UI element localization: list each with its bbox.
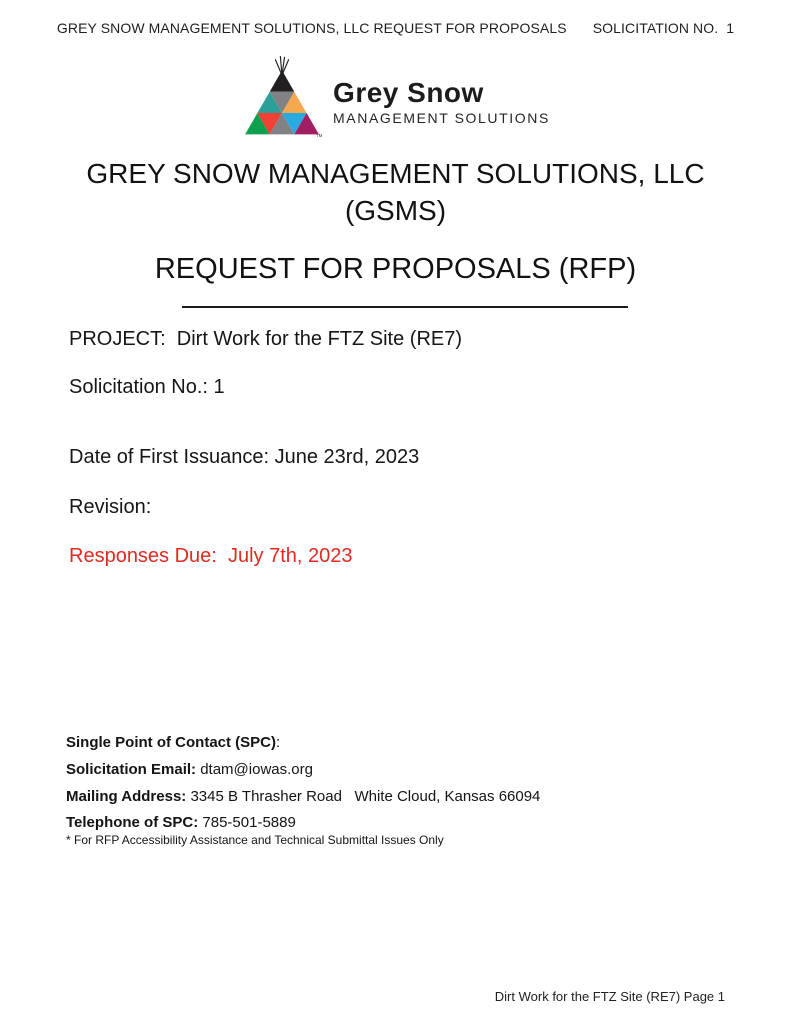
contact-heading-label: Single Point of Contact (SPC)	[66, 734, 276, 751]
phone-label: Telephone of SPC:	[66, 814, 199, 831]
contact-footnote: * For RFP Accessibility Assistance and Technical Submittal Issues Only	[66, 833, 444, 847]
company-logo	[0, 52, 791, 138]
contact-heading-colon: :	[276, 734, 281, 751]
page-footer: Dirt Work for the FTZ Site (RE7) Page 1	[494, 989, 725, 1004]
solicitation-number-line: Solicitation No.: 1	[69, 376, 225, 398]
title-underline-rule	[182, 306, 628, 308]
document-title-line2: (GSMS)	[344, 195, 447, 226]
logo-wordmark	[333, 64, 550, 126]
email-label: Solicitation Email:	[66, 761, 197, 778]
email-value: dtam@iowas.org	[196, 761, 313, 778]
phone-value: 785-501-5889	[198, 814, 296, 831]
revision-line: Revision:	[69, 496, 152, 518]
teepee-logo-icon	[241, 52, 323, 138]
rfp-heading: REQUEST FOR PROPOSALS (RFP)	[154, 253, 637, 285]
document-title-line1: GREY SNOW MANAGEMENT SOLUTIONS, LLC	[86, 158, 705, 189]
logo-subtitle-text: MANAGEMENT SOLUTIONS	[333, 110, 550, 126]
project-line: PROJECT: Dirt Work for the FTZ Site (RE7)	[69, 328, 463, 350]
contact-address-line	[66, 788, 540, 806]
logo-brand-text: Grey Snow	[333, 77, 484, 108]
address-label: Mailing Address:	[66, 788, 187, 805]
header-solicitation-no: SOLICITATION NO. 1	[592, 20, 735, 36]
document-title	[0, 155, 791, 229]
contact-phone-line	[66, 814, 296, 832]
contact-heading	[66, 734, 280, 752]
header-left-text: GREY SNOW MANAGEMENT SOLUTIONS, LLC REQUEST FOR PROPOSALS	[56, 20, 567, 36]
trademark-symbol: TM	[316, 132, 323, 138]
address-value: 3345 B Thrasher Road White Cloud, Kansas 66094	[186, 788, 541, 805]
running-header	[0, 20, 791, 36]
issuance-date-line: Date of First Issuance: June 23rd, 2023	[69, 446, 420, 468]
teepee-black-panel	[270, 70, 295, 91]
contact-email-line	[66, 761, 313, 779]
responses-due-line: Responses Due: July 7th, 2023	[69, 545, 353, 567]
